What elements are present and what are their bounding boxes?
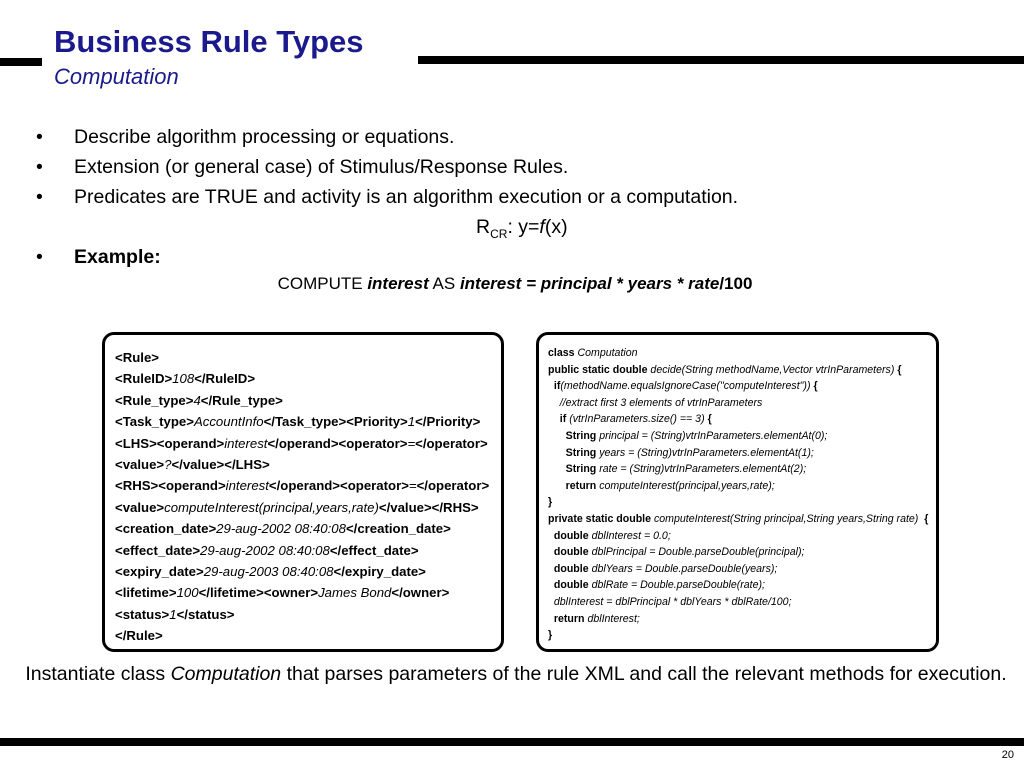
caption-text: Instantiate class: [25, 663, 171, 685]
xml-tag: <value>: [115, 499, 165, 515]
code-line: [548, 577, 936, 594]
xml-tag: </owner>: [391, 585, 450, 601]
code-text: principal = (String)vtrInParameters.elementAt(0);: [599, 429, 828, 442]
xml-tag: </operator>: [416, 478, 490, 494]
xml-value: 29-aug-2002 08:40:08: [200, 542, 330, 558]
xml-value: =: [407, 435, 416, 451]
xml-tag: </value></RHS>: [378, 499, 479, 515]
example-divisor: /100: [719, 274, 753, 293]
code-line: [548, 428, 936, 445]
code-keyword: double: [553, 579, 592, 592]
code-brace: {: [897, 363, 902, 376]
slide-title: Business Rule Types: [54, 24, 364, 59]
xml-tag: </operand><operator>: [268, 478, 409, 494]
formula-r: R: [476, 216, 491, 238]
code-text: rate = (String)vtrInParameters.elementAt(2);: [599, 463, 807, 476]
xml-value: 108: [172, 371, 195, 387]
code-line: [548, 611, 936, 628]
as-keyword: AS: [428, 274, 460, 293]
compute-keyword: COMPUTE: [277, 274, 368, 293]
xml-line: [115, 368, 501, 389]
example-statement: [0, 274, 1024, 294]
formula-rest: : y=: [507, 216, 540, 238]
code-line: [548, 378, 936, 395]
code-brace: {: [924, 512, 929, 525]
xml-line: [115, 433, 501, 454]
xml-tag: <Task_type>: [115, 414, 194, 430]
xml-tag: <Rule>: [115, 350, 159, 365]
xml-tag: </creation_date>: [345, 521, 451, 537]
xml-tag: </effect_date>: [329, 542, 419, 558]
xml-tag: </Rule>: [115, 628, 163, 644]
code-keyword: if: [553, 380, 561, 393]
code-keyword: String: [565, 463, 600, 476]
xml-tag: </operator>: [415, 435, 488, 451]
code-text: dblInterest = 0.0;: [591, 529, 671, 542]
slide-caption: [0, 662, 1024, 687]
code-text: Computation: [577, 347, 638, 359]
code-keyword: private static double: [548, 512, 654, 525]
code-indent: [548, 413, 560, 425]
xml-tag: </status>: [176, 606, 235, 622]
code-brace: {: [707, 413, 712, 426]
top-rule-left: [0, 58, 42, 66]
code-keyword: double: [553, 546, 592, 559]
top-rule-right: [418, 56, 1024, 64]
caption-class-name: Computation: [170, 663, 282, 685]
xml-tag: </lifetime><owner>: [198, 585, 319, 601]
code-text: (methodName.equalsIgnoreCase("computeInterest")): [560, 380, 814, 393]
page-number: 20: [1001, 749, 1014, 761]
code-keyword: if: [559, 413, 570, 426]
xml-line: [115, 540, 501, 561]
formula: [476, 216, 568, 241]
code-text: (vtrInParameters.size() == 3): [569, 413, 708, 426]
xml-tag: <RHS><operand>: [115, 478, 226, 494]
xml-value: 29-aug-2002 08:40:08: [216, 521, 346, 537]
code-line: [548, 461, 936, 478]
xml-tag: </expiry_date>: [333, 564, 426, 580]
xml-tag: <value>: [115, 457, 165, 473]
code-text: dblInterest = dblPrincipal * dblYears * dblRate/100;: [553, 595, 792, 608]
xml-tag: <expiry_date>: [115, 564, 204, 580]
xml-value: AccountInfo: [193, 414, 264, 430]
xml-value: 100: [176, 585, 199, 601]
bullet-dot: •: [36, 186, 43, 208]
xml-tag: <creation_date>: [115, 521, 217, 537]
code-text: computeInterest(String principal,String years,String rate): [653, 512, 925, 525]
computation-code-panel: [536, 332, 939, 652]
code-line: [548, 395, 936, 412]
code-text: computeInterest(principal,years,rate);: [599, 479, 775, 492]
code-text: decide(String methodName,Vector vtrInParameters): [650, 363, 898, 376]
bullet-text: Describe algorithm processing or equations.: [74, 126, 455, 148]
code-keyword: public static double: [548, 363, 651, 376]
xml-tag: <Rule_type>: [115, 392, 194, 408]
xml-line: [115, 475, 501, 496]
xml-value: interest: [224, 435, 268, 451]
code-indent: [548, 430, 566, 442]
code-text: dblPrincipal = Double.parseDouble(principal);: [591, 546, 805, 559]
xml-tag: <RuleID>: [115, 371, 173, 387]
bullet-dot: •: [36, 126, 43, 148]
xml-tag: </Task_type><Priority>: [263, 414, 408, 430]
code-keyword: return: [565, 479, 600, 492]
rule-xml-panel: [102, 332, 504, 652]
code-line: [548, 594, 936, 611]
code-keyword: }: [548, 496, 553, 509]
xml-value: 29-aug-2003 08:40:08: [203, 564, 334, 580]
formula-function: f: [539, 216, 545, 238]
code-indent: [548, 480, 566, 492]
code-indent: [548, 397, 560, 409]
bullet-dot: •: [36, 246, 43, 268]
xml-line: [115, 454, 501, 475]
code-indent: [548, 447, 566, 459]
code-keyword: }: [548, 629, 553, 642]
code-keyword: double: [553, 529, 592, 542]
xml-value: computeInterest(principal,years,rate): [164, 499, 379, 515]
xml-value: 1: [407, 414, 416, 430]
bullet-text: Extension (or general case) of Stimulus/Response Rules.: [74, 156, 569, 178]
xml-line: [115, 497, 501, 518]
code-line: [548, 561, 936, 578]
xml-tag: </operand><operator>: [267, 435, 408, 451]
code-text: //extract first 3 elements of vtrInParameters: [559, 396, 763, 409]
code-keyword: return: [553, 612, 588, 625]
xml-tag: </value></LHS>: [171, 457, 270, 473]
xml-value: ?: [164, 457, 172, 473]
xml-value: =: [408, 478, 417, 494]
code-keyword: class: [548, 347, 578, 359]
xml-tag: </RuleID>: [194, 371, 256, 387]
xml-line: [115, 390, 501, 411]
code-line: [548, 544, 936, 561]
code-line: [548, 494, 936, 511]
code-keyword: String: [565, 429, 600, 442]
xml-tag: </Priority>: [415, 414, 481, 430]
code-text: years = (String)vtrInParameters.elementAt(1);: [599, 446, 814, 459]
xml-line: [115, 604, 501, 625]
xml-line: [115, 582, 501, 603]
code-keyword: String: [565, 446, 600, 459]
code-text: dblInterest;: [587, 612, 640, 625]
code-line: [548, 362, 936, 379]
bullet-dot: •: [36, 156, 43, 178]
code-keyword: double: [553, 562, 592, 575]
xml-value: 1: [169, 606, 177, 622]
code-text: dblRate = Double.parseDouble(rate);: [591, 579, 765, 592]
bottom-rule: [0, 738, 1024, 746]
example-expression: interest = principal * years * rate: [459, 274, 720, 293]
xml-value: interest: [225, 478, 269, 494]
code-line: [548, 627, 936, 644]
xml-line: [115, 625, 501, 646]
xml-value: James Bond: [318, 585, 392, 601]
bullet-text: Predicates are TRUE and activity is an algorithm execution or a computation.: [74, 186, 739, 208]
code-line: [548, 478, 936, 495]
xml-line: [115, 518, 501, 539]
xml-line: [115, 561, 501, 582]
xml-line: [115, 347, 501, 368]
xml-line: [115, 411, 501, 432]
xml-tag: <effect_date>: [115, 542, 201, 558]
code-line: [548, 528, 936, 545]
code-text: dblYears = Double.parseDouble(years);: [591, 562, 778, 575]
xml-tag: <LHS><operand>: [115, 435, 225, 451]
code-line: [548, 411, 936, 428]
xml-tag: <lifetime>: [115, 585, 177, 601]
code-line: [548, 511, 936, 528]
xml-tag: </Rule_type>: [200, 392, 283, 408]
example-label: Example:: [74, 246, 161, 268]
code-line: [548, 445, 936, 462]
code-brace: {: [813, 380, 818, 393]
slide-subtitle: Computation: [54, 64, 179, 89]
xml-tag: <status>: [115, 606, 170, 622]
code-indent: [548, 463, 566, 475]
formula-subscript: CR: [490, 226, 508, 241]
code-line: [548, 345, 936, 362]
xml-value: 4: [193, 392, 201, 408]
caption-text-rest: that parses parameters of the rule XML and call the relevant methods for execution.: [281, 663, 1007, 685]
formula-arg: (x): [544, 216, 568, 238]
example-target: interest: [367, 274, 429, 293]
